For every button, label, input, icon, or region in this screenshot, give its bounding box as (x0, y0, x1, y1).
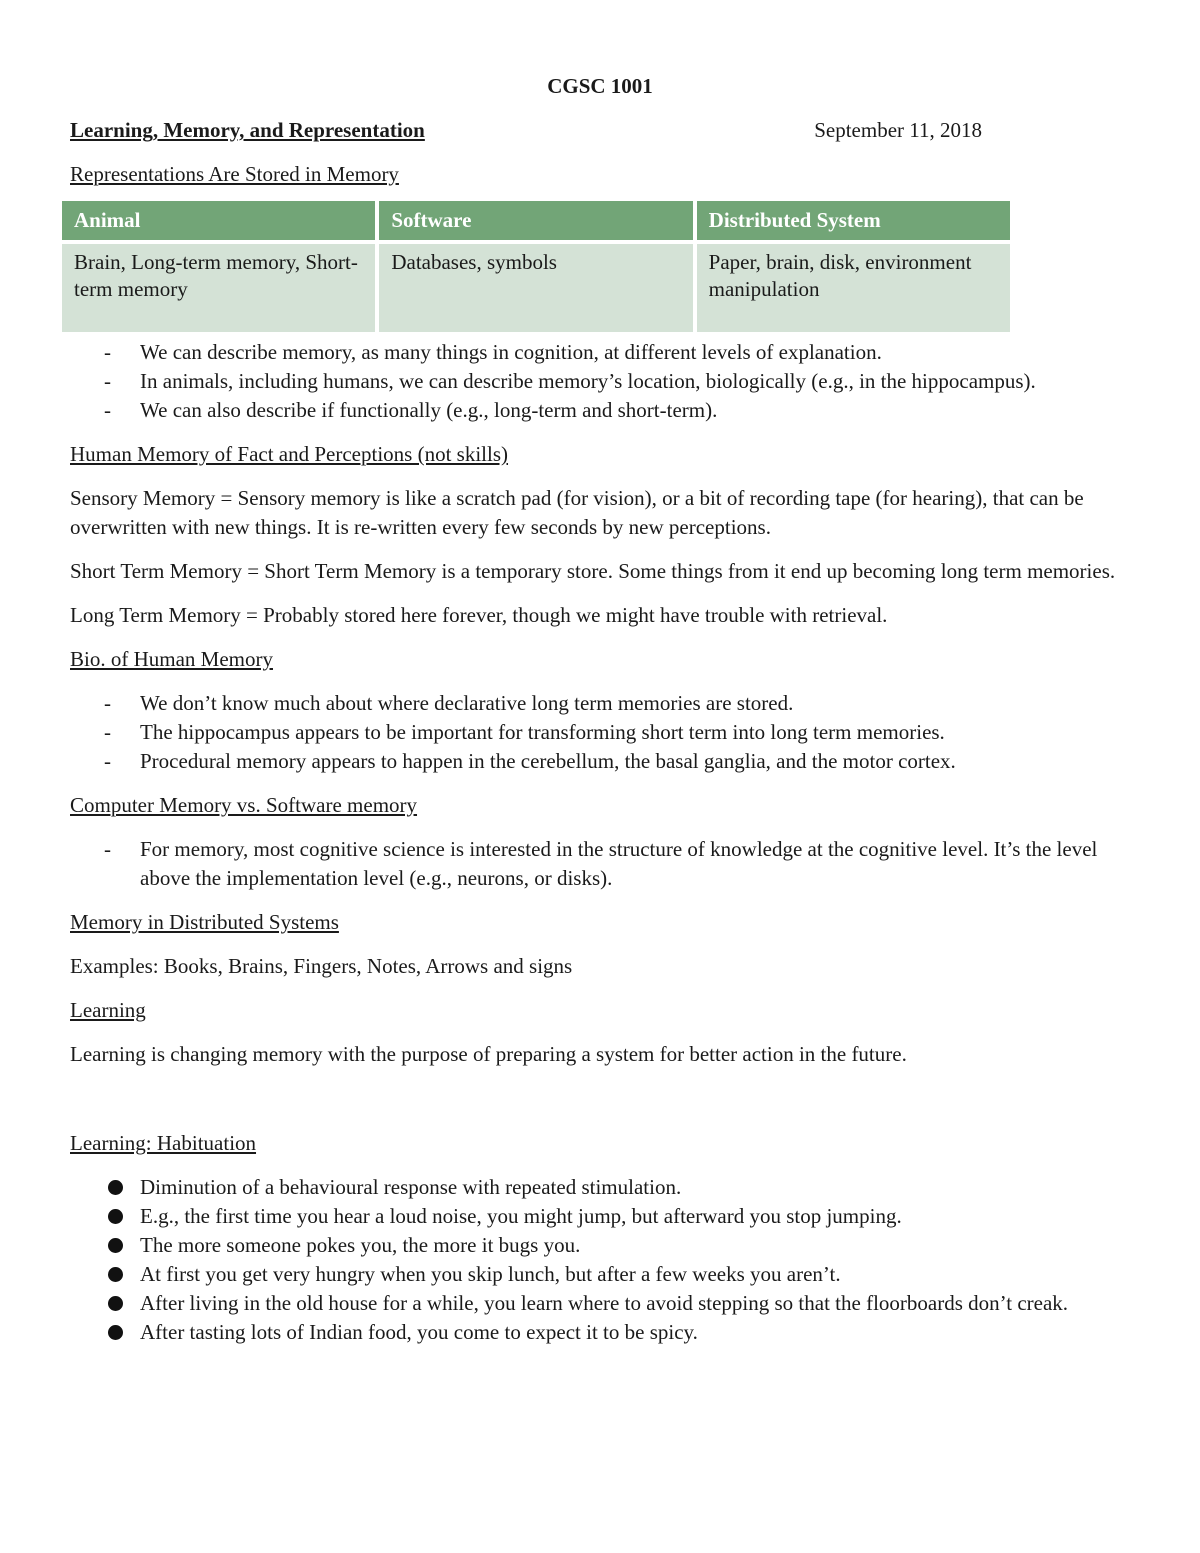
paragraph-learning: Learning is changing memory with the purpose of preparing a system for better action in the future. (70, 1042, 907, 1066)
heading-human-memory: Human Memory of Fact and Perceptions (not skills) (70, 442, 509, 466)
table-header-animal: Animal (62, 201, 375, 240)
spacer (70, 1084, 1140, 1129)
table-cell-software: Databases, symbols (379, 244, 692, 332)
paragraph-short-term-memory: Short Term Memory = Short Term Memory is a temporary store. Some things from it end up becoming long term memories. (70, 559, 1116, 583)
heading-habituation: Learning: Habituation (70, 1131, 257, 1155)
paragraph-long-term-memory: Long Term Memory = Probably stored here forever, though we might have trouble with retrieval. (70, 603, 888, 627)
table-cell-animal: Brain, Long-term memory, Short-term memory (62, 244, 375, 332)
document-title: Learning, Memory, and Representation (70, 118, 425, 142)
bullet-dot-icon (108, 1267, 123, 1282)
heading-distributed: Memory in Distributed Systems (70, 910, 339, 934)
computer-memory-list (70, 835, 1140, 893)
list-item: - We don’t know much about where declarative long term memories are stored. (104, 691, 794, 715)
list-item: - In animals, including humans, we can describe memory’s location, biologically (e.g., in the hippocampus). (104, 369, 1036, 393)
representation-table (58, 197, 1014, 336)
list-item: At first you get very hungry when you skip lunch, but after a few weeks you aren’t. (70, 1260, 1140, 1289)
heading-learning: Learning (70, 998, 146, 1022)
list-item: - We can also describe if functionally (e.g., long-term and short-term). (104, 398, 718, 422)
bullet-dot-icon (108, 1238, 123, 1253)
bullet-dot-icon (108, 1325, 123, 1340)
list-item: - We can describe memory, as many things in cognition, at different levels of explanation. (104, 340, 882, 364)
table-header-software: Software (379, 201, 692, 240)
list-item: - For memory, most cognitive science is interested in the structure of knowledge at the cognitive level. It’s the level above the implementation level (e.g., neurons, or disks). (104, 837, 1098, 890)
list-item: The more someone pokes you, the more it bugs you. (70, 1231, 1140, 1260)
list-item: E.g., the first time you hear a loud noise, you might jump, but afterward you stop jumping. (70, 1202, 1140, 1231)
heading-bio: Bio. of Human Memory (70, 647, 273, 671)
heading-computer-memory: Computer Memory vs. Software memory (70, 793, 418, 817)
paragraph-sensory-memory: Sensory Memory = Sensory memory is like a scratch pad (for vision), or a bit of recording tape (for hearing), that can be overwritten with new things. It is re-written every few seconds by new perceptions. (70, 486, 1084, 539)
representations-list (70, 338, 1140, 425)
bio-list (70, 689, 1140, 776)
paragraph-distributed-examples: Examples: Books, Brains, Fingers, Notes, Arrows and signs (70, 954, 573, 978)
list-item: After living in the old house for a while, you learn where to avoid stepping so that the floorboards don’t creak. (70, 1289, 1140, 1318)
bullet-dot-icon (108, 1180, 123, 1195)
list-item: - The hippocampus appears to be important for transforming short term into long term memories. (104, 720, 945, 744)
document-body (70, 160, 1140, 1362)
table-header-distributed: Distributed System (697, 201, 1010, 240)
table-header-row (62, 201, 1010, 240)
title-row (70, 116, 982, 145)
bullet-dot-icon (108, 1209, 123, 1224)
table-row (62, 244, 1010, 332)
list-item: - Procedural memory appears to happen in the cerebellum, the basal ganglia, and the motor cortex. (104, 749, 956, 773)
list-item: After tasting lots of Indian food, you come to expect it to be spicy. (70, 1318, 1140, 1347)
table-cell-distributed: Paper, brain, disk, environment manipulation (697, 244, 1010, 332)
heading-representations: Representations Are Stored in Memory (70, 162, 399, 186)
bullet-dot-icon (108, 1296, 123, 1311)
document-date: September 11, 2018 (814, 118, 982, 142)
habituation-list (70, 1173, 1140, 1347)
list-item: Diminution of a behavioural response with repeated stimulation. (70, 1173, 1140, 1202)
course-code: CGSC 1001 (547, 74, 653, 98)
